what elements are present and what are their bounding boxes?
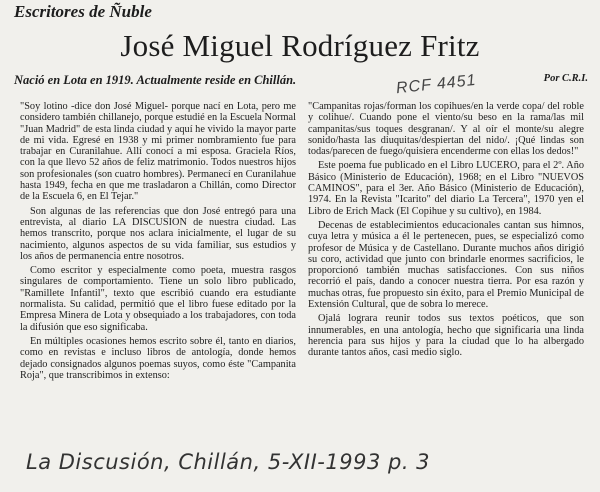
paragraph: En múltiples ocasiones hemos escrito sobre él, tanto en diarios, como en revistas e incluso libros de antología, donde hemos dejado consignados algunos poemas suyos, como éste "Campanita Roja", que transcribimos in extenso: xyxy=(20,335,296,381)
paragraph: Como escritor y especialmente como poeta, muestra rasgos singulares de comportamiento. Tiene un solo libro publicado, "Ramillete Infantil", texto que escribió cuando era estudiante normalista. Su calidad, permitió que el libro fuese editado por la Empresa Minera de Lota y obsequiado a los trabajadores, con toda la difusión que eso significaba. xyxy=(20,265,296,333)
archive-stamp: RCF 4451 xyxy=(395,71,478,98)
poem-paragraph: "Campanitas rojas/forman los copihues/en la verde copa/ del roble y colihue/. Cuando pone el viento/su beso en la rama/las mil campanitas/sus toques desgranan/. Y al oír el monte/su alegre sonido/hasta las diuquitas/despiertan del nido/. ¡Qué lindas son todas/parecen de fuego/quisiera encenderme con ellas los dedos!" xyxy=(308,101,584,158)
article-column-left xyxy=(20,101,296,384)
section-kicker: Escritores de Ñuble xyxy=(14,2,152,21)
paragraph: Ojalá lograra reunir todos sus textos poéticos, que son innumerables, en una antología, hecho que significaria una linda herencia para sus hijos y para la ciudad que lo ha albergado durante tantos años, casi medio siglo. xyxy=(308,313,584,359)
paragraph: Son algunas de las referencias que don José entregó para una entrevista, al diario LA DISCUSION de nuestra ciudad. Las hemos transcrito, porque nos aclara inicialmente, el lugar de su nacimiento, algunos aspectos de su vida familiar, sus estudios y los años de permanencia entre nosotros. xyxy=(20,205,296,262)
article-subtitle: Nació en Lota en 1919. Actualmente reside en Chillán. xyxy=(14,73,297,87)
paragraph: Decenas de establecimientos educacionales cantan sus himnos, cuya letra y música a él le pertenecen, pues, se especializó como profesor de Música y de Castellano. Durante muchos años dirigió su coro, actividad que junto con brindarle enormes sacrificios, le proporcionó también muchas satisfacciones. Con sus niños recorrió el país, dando a conocer nuestra tierra. Por esa razón y muchas otras, fue propuesto sin éxito, para el Premio Municipal de Extensión Cultural, que de sobra lo merece. xyxy=(308,219,584,311)
handwritten-source-note: La Discusión, Chillán, 5-XII-1993 p. 3 xyxy=(26,450,431,474)
paragraph: Este poema fue publicado en el Libro LUCERO, para el 2º. Año Básico (Ministerio de Educación), 1968; en el Libro "NUEVOS CAMINOS", para el 3er. Año Básico (Ministerio de Educación), 1974. En la Revista "Icarito" del diario La Tercera", 1970 yen el Libro de Erich Mack (El Copihue y su cultivo), en 1984. xyxy=(308,160,584,217)
article-column-right xyxy=(308,101,584,362)
paragraph: "Soy lotino -dice don José Miguel- porque nací en Lota, pero me considero también chillanejo, porque estudié en la Escuela Normal "Juan Madrid" de esta linda ciudad y aquí he vivido la mayor parte de mi vida. Egresé en 1938 y mi primer nombramiento fue para trabajar en Curanilahue. Allí conocí a mi esposa. Graciela Ríos, con la que llevo 52 años de feliz matrimonio. Todos nuestros hijos son profesionales (son cuatro hombres). Permanecí en Curanilahue hasta 1949, fecha en que me trasladaron a Chillán, como Director de la Escuela 6, en El Tejar." xyxy=(20,101,296,203)
article-title: José Miguel Rodríguez Fritz xyxy=(120,28,480,63)
article-byline: Por C.R.I. xyxy=(543,73,588,84)
